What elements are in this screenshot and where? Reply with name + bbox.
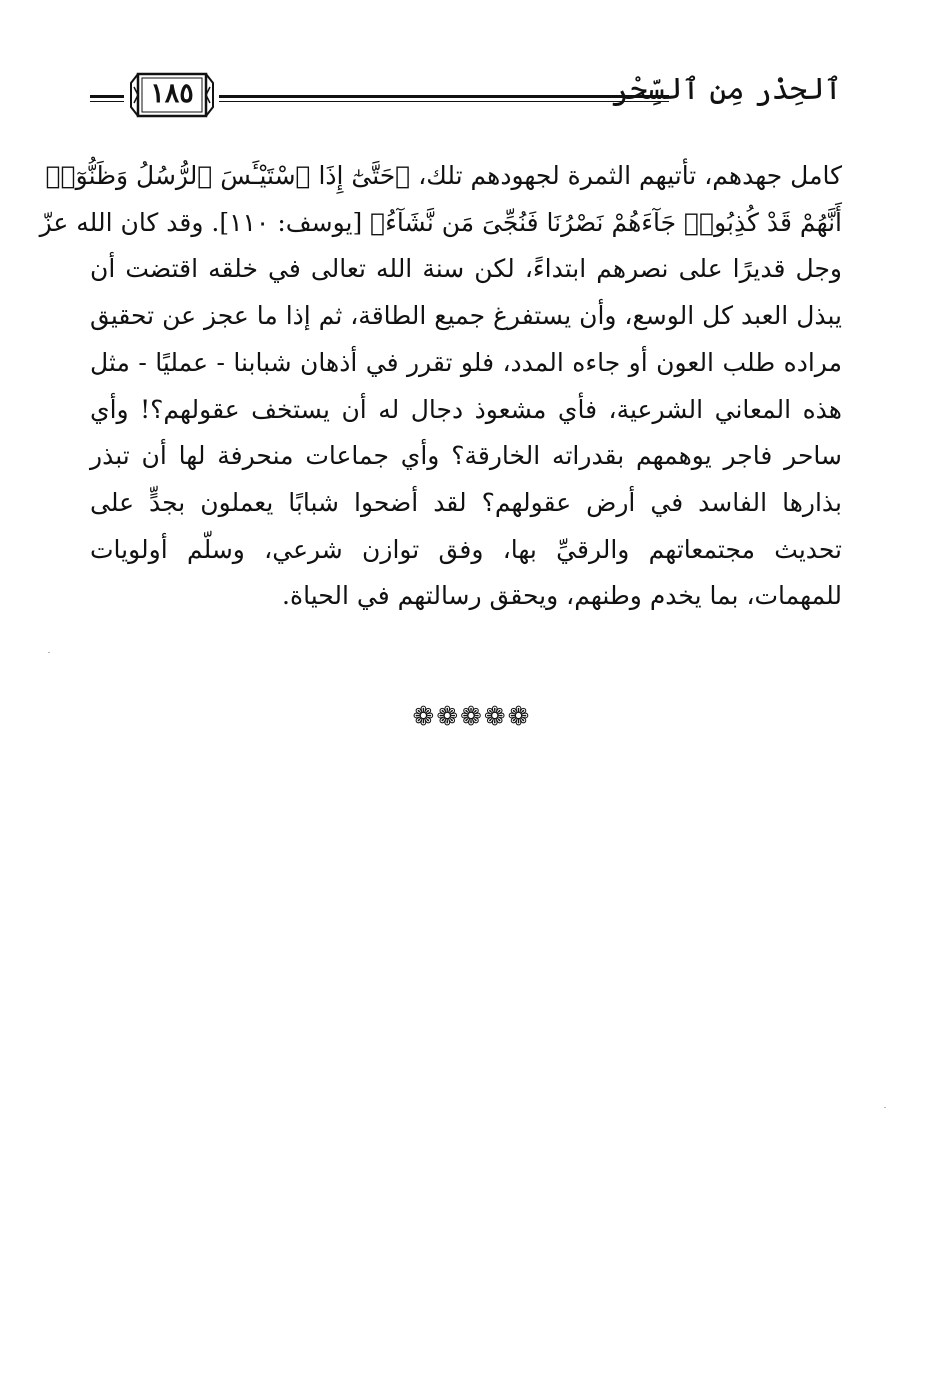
text-line: تحديث مجتمعاتهم والرقيِّ بها، وفق توازن شرعي، وسلّم أولويات (90, 534, 842, 564)
text-line: بذارها الفاسد في أرض عقولهم؟ لقد أضحوا شبابًا يعملون بجدٍّ على (90, 487, 842, 517)
book-title: ٱلحِذْر مِن ٱلسِّحْر (611, 72, 842, 107)
text-line: وجل قديرًا على نصرهم ابتداءً، لكن سنة الله تعالى في خلقه اقتضت أن (90, 254, 842, 284)
text-line: هذه المعاني الشرعية، فأي مشعوذ دجال له أن يستخف عقولهم؟! وأي (90, 394, 842, 424)
page-number-frame (130, 71, 214, 119)
scan-speck (48, 652, 50, 653)
text-line: ساحر فاجر يوهمهم بقدراته الخارقة؟ وأي جماعات منحرفة لها أن تبذر (90, 441, 842, 471)
page-number: ١٨٥ (150, 78, 194, 109)
header-rule-left (90, 95, 124, 98)
header-rule (219, 95, 669, 98)
section-separator-icon: ❁❁❁❁❁ (412, 702, 532, 732)
scan-speck (884, 1107, 886, 1108)
text-line: كامل جهدهم، تأتيهم الثمرة لجهودهم تلك، ﴿حَتَّىٰٓ إِذَا ٱسْتَيْـَٔسَ ٱلرُّسُلُ وَظَنُّوٓا۟ (45, 161, 842, 190)
body-paragraph (39, 153, 842, 620)
text-line: أَنَّهُمْ قَدْ كُذِبُوا۟ جَآءَهُمْ نَصْرُنَا فَنُجِّىَ مَن نَّشَآءُ﴾ [يوسف: ١١٠]. وقد كان الله عزّ (39, 207, 842, 237)
page-header (90, 68, 842, 128)
text-line: يبذل العبد كل الوسع، وأن يستفرغ جميع الطاقة، ثم إذا ما عجز عن تحقيق (90, 301, 842, 331)
text-line: للمهمات، بما يخدم وطنهم، ويحقق رسالتهم في الحياة. (282, 581, 842, 611)
text-line: مراده طلب العون أو جاءه المدد، فلو تقرر في أذهان شبابنا - عمليًا - مثل (90, 347, 842, 377)
